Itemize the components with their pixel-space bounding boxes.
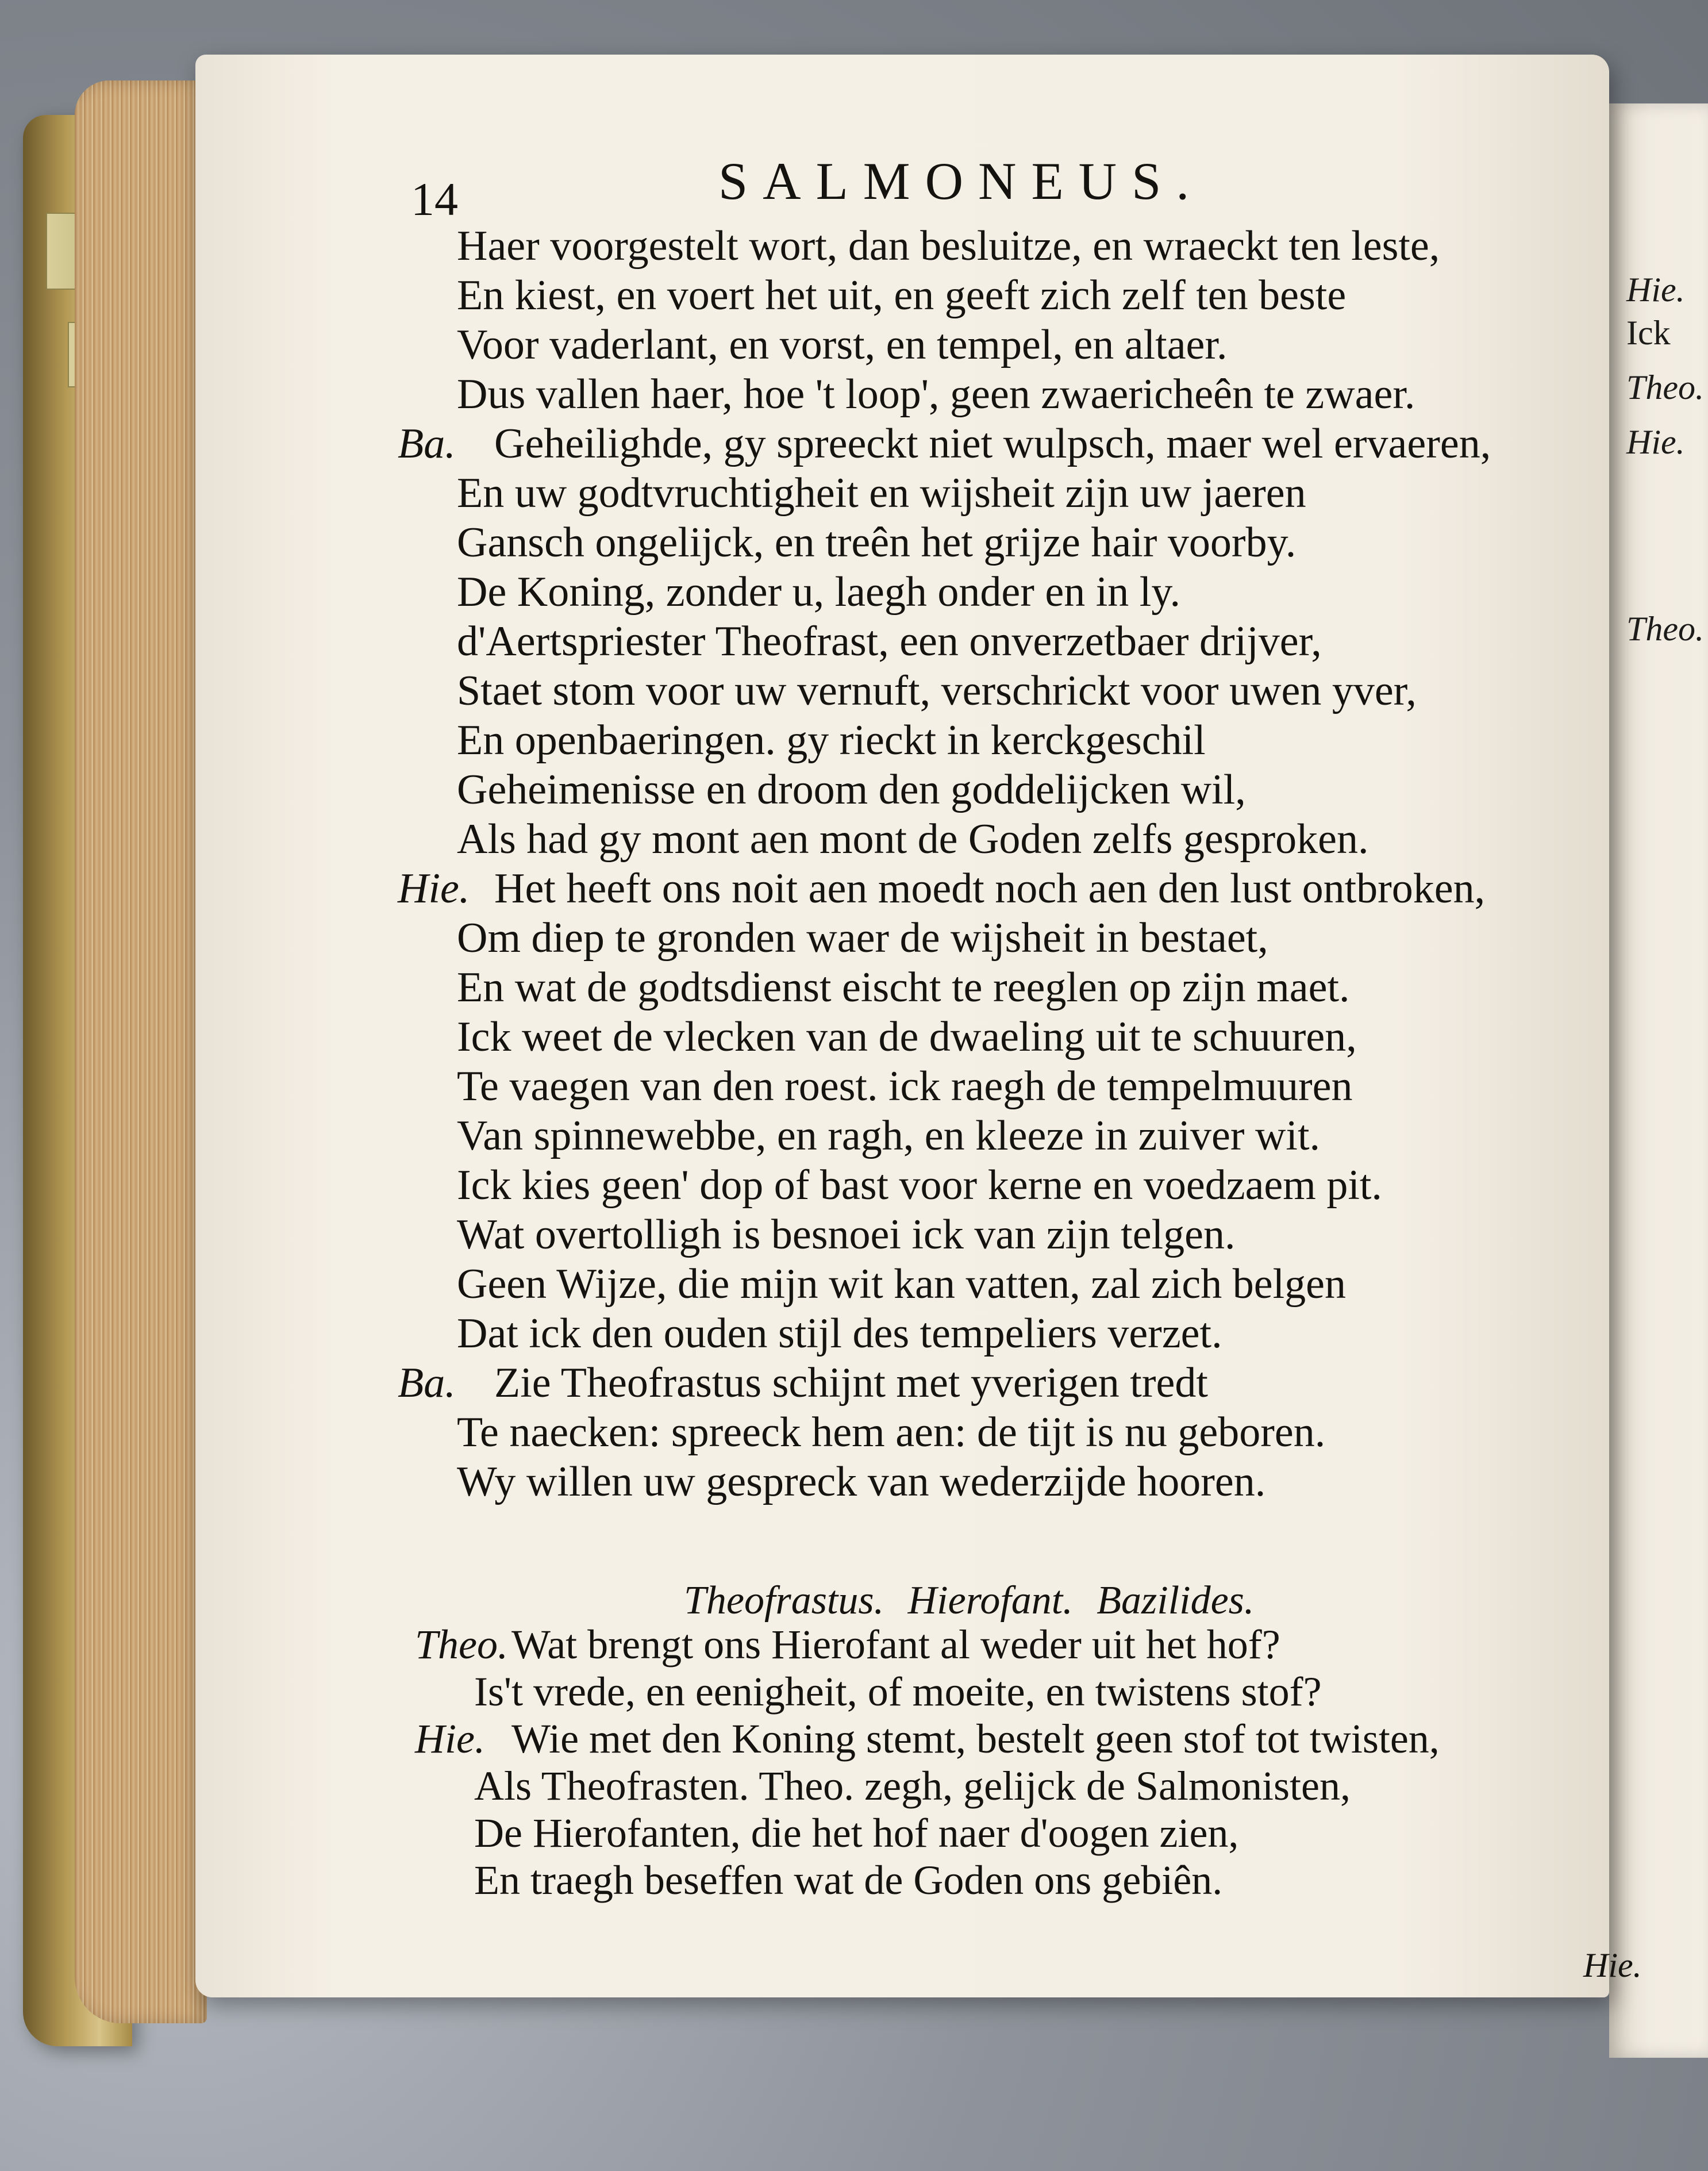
verse-line — [398, 864, 1609, 913]
verse-line — [402, 1408, 1609, 1457]
verse-line — [402, 1457, 1609, 1507]
verse-line — [402, 1062, 1609, 1111]
verse-line — [402, 765, 1609, 814]
catchword: Hie. — [1583, 1946, 1642, 1984]
facing-page-speaker: Hie. — [1626, 423, 1685, 461]
facing-page-speaker: Theo. — [1626, 368, 1704, 406]
line-text: Gansch ongelijck, en treên het grijze hair voorby. — [457, 519, 1297, 566]
line-text: En openbaeringen. gy rieckt in kerckgeschil — [457, 717, 1206, 764]
line-text: Te vaegen van den roest. ick raegh de tempelmuuren — [457, 1063, 1353, 1110]
line-text: Zie Theofrastus schijnt met yverigen tredt — [494, 1359, 1208, 1407]
running-head-title: SALMONEUS. — [718, 152, 1205, 210]
verse-line — [402, 913, 1609, 963]
verse-line — [398, 1358, 1609, 1408]
verse-line — [402, 666, 1609, 716]
verse-line — [402, 567, 1609, 617]
line-text: d'Aertspriester Theofrast, een onverzetbaer drijver, — [457, 618, 1322, 665]
verse-line — [402, 1259, 1609, 1309]
speaker-label: Hie. — [415, 1716, 485, 1762]
line-text: Als Theofrasten. Theo. zegh, gelijck de Salmonisten, — [474, 1763, 1351, 1809]
line-text: De Hierofanten, die het hof naer d'oogen zien, — [474, 1810, 1239, 1856]
verse-line — [402, 1309, 1609, 1358]
verse-line — [420, 1857, 1626, 1904]
scene-characters: Theofrastus. Hierofant. Bazilides. — [684, 1578, 1255, 1623]
line-text: De Koning, zonder u, laegh onder en in ly. — [457, 568, 1181, 616]
speaker-label: Theo. — [415, 1621, 508, 1667]
line-text: Het heeft ons noit aen moedt noch aen den lust ontbroken, — [494, 865, 1486, 912]
line-text: Van spinnewebbe, en ragh, en kleeze in zuiver wit. — [457, 1112, 1321, 1159]
line-text: Ick weet de vlecken van de dwaeling uit te schuuren, — [457, 1013, 1357, 1060]
verse-line — [420, 1668, 1626, 1715]
line-text: Om diep te gronden waer de wijsheit in bestaet, — [457, 914, 1268, 962]
verse-line — [402, 963, 1609, 1012]
verse-line — [402, 468, 1609, 518]
line-text: Als had gy mont aen mont de Goden zelfs gesproken. — [457, 816, 1369, 863]
verse-line — [415, 1621, 1626, 1668]
page-edges — [75, 80, 207, 2023]
line-text: En uw godtvruchtigheit en wijsheit zijn uw jaeren — [457, 470, 1306, 517]
line-text: Dat ick den ouden stijl des tempeliers verzet. — [457, 1310, 1222, 1357]
facing-page-word: Ick — [1626, 314, 1671, 352]
line-text: Ick kies geen' dop of bast voor kerne en voedzaem pit. — [457, 1162, 1382, 1209]
verse-line — [402, 617, 1609, 666]
page-number: 14 — [411, 173, 458, 225]
verse-line — [402, 271, 1609, 320]
line-text: En kiest, en voert het uit, en geeft zich zelf ten beste — [457, 272, 1347, 319]
line-text: Is't vrede, en eenigheit, of moeite, en twistens stof? — [474, 1669, 1322, 1715]
facing-page-speaker: Hie. — [1626, 271, 1685, 309]
line-text: Dus vallen haer, hoe 't loop', geen zwaericheên te zwaer. — [457, 371, 1415, 418]
line-text: Geen Wijze, die mijn wit kan vatten, zal zich belgen — [457, 1261, 1347, 1308]
verse-line — [420, 1762, 1626, 1809]
line-text: Voor vaderlant, en vorst, en tempel, en altaer. — [457, 321, 1228, 368]
line-text: Geheimenisse en droom den goddelijcken wil, — [457, 766, 1246, 813]
verse-line — [402, 1161, 1609, 1210]
speaker-label: Ba. — [398, 420, 456, 467]
verse-line — [398, 419, 1609, 468]
line-text: Staet stom voor uw vernuft, verschrickt voor uwen yver, — [457, 667, 1417, 714]
verse-line — [402, 814, 1609, 864]
line-text: Te naecken: spreeck hem aen: de tijt is nu geboren. — [457, 1409, 1326, 1456]
speaker-label: Ba. — [398, 1359, 456, 1407]
line-text: Geheilighde, gy spreeckt niet wulpsch, maer wel ervaeren, — [494, 420, 1491, 467]
line-text: Wat brengt ons Hierofant al weder uit het hof? — [511, 1621, 1280, 1667]
line-text: Wat overtolligh is besnoei ick van zijn telgen. — [457, 1211, 1236, 1258]
verse-line — [402, 370, 1609, 419]
verse-line — [402, 716, 1609, 765]
verse-line — [402, 1210, 1609, 1259]
verse-line — [402, 320, 1609, 370]
verse-line — [415, 1715, 1626, 1762]
line-text: Wy willen uw gespreck van wederzijde hooren. — [457, 1458, 1266, 1505]
verse-line — [402, 1111, 1609, 1161]
line-text: En traegh beseffen wat de Goden ons gebiên. — [474, 1857, 1223, 1903]
verse-line — [402, 221, 1609, 271]
line-text: En wat de godtsdienst eischt te reeglen op zijn maet. — [457, 964, 1350, 1011]
verse-line — [402, 1012, 1609, 1062]
verse-block — [398, 221, 1609, 1507]
line-text: Haer voorgestelt wort, dan besluitze, en wraeckt ten leste, — [457, 222, 1440, 270]
dialogue-block — [415, 1621, 1626, 1904]
speaker-label: Hie. — [398, 865, 470, 912]
facing-page-speaker: Theo. — [1626, 610, 1704, 648]
verse-line — [420, 1809, 1626, 1857]
line-text: Wie met den Koning stemt, bestelt geen stof tot twisten, — [511, 1716, 1440, 1762]
verse-line — [402, 518, 1609, 567]
